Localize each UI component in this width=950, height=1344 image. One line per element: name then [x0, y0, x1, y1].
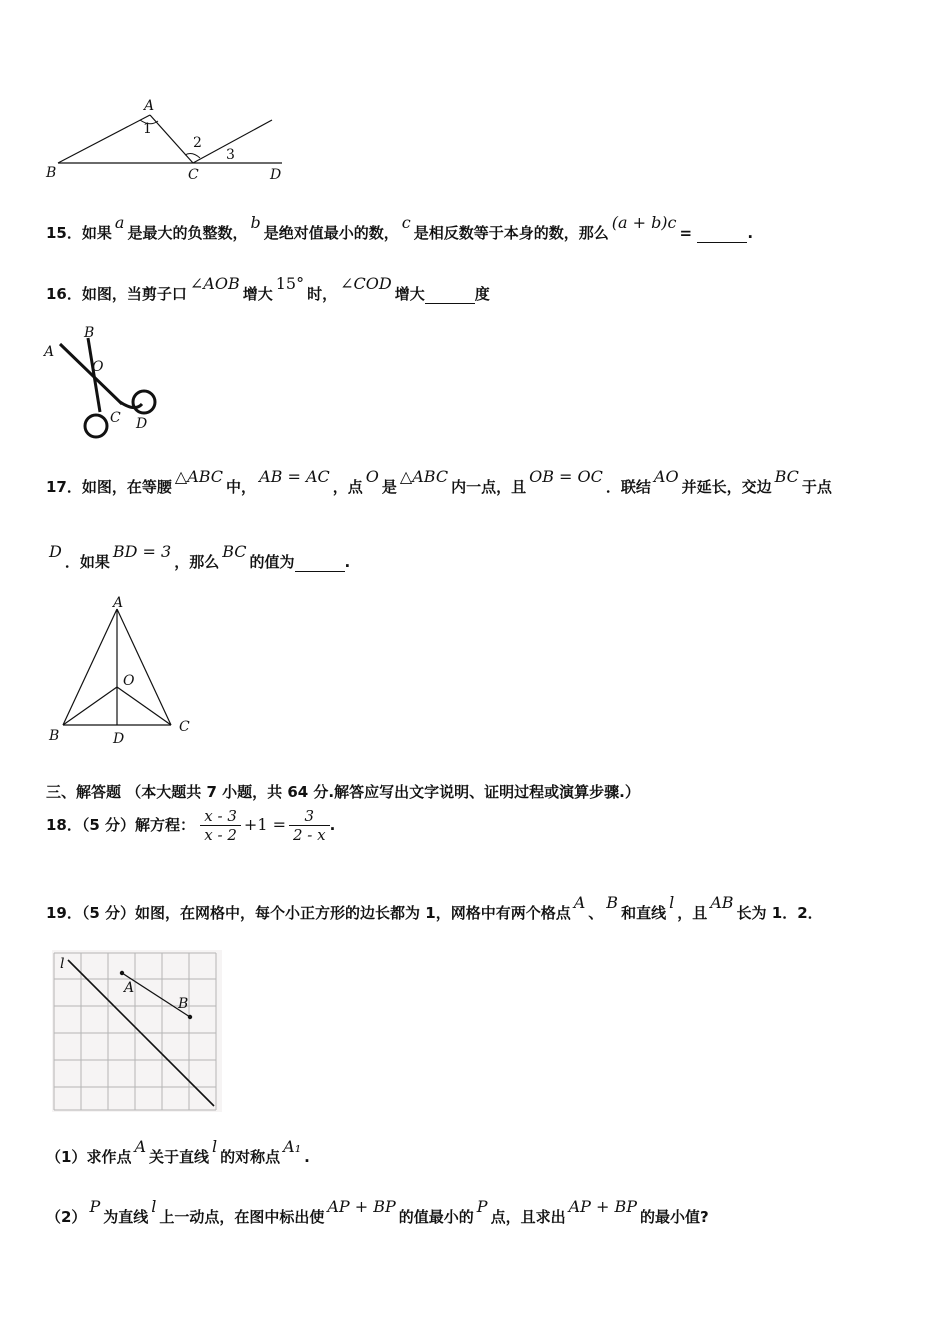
- label-D: D: [136, 416, 148, 432]
- question-17-line-1: 17．如图，在等腰△ABC中，AB = AC，点O是△ABC内一点，且OB = OC．联结AO并延长，交边BC于点: [46, 467, 832, 496]
- figure-isosceles-triangle: [45, 595, 205, 750]
- figure-grid: [52, 950, 224, 1115]
- label-l: l: [60, 956, 65, 972]
- label-B: B: [49, 728, 60, 744]
- label-B: B: [178, 996, 189, 1012]
- answer-blank[interactable]: [425, 289, 475, 304]
- section-3-title: 三、解答题 （本大题共 7 小题，共 64 分.解答应写出文字说明、证明过程或演算步骤.）: [46, 783, 640, 801]
- label-A: A: [124, 980, 135, 996]
- label-D: D: [270, 167, 282, 183]
- question-16: 16．如图，当剪子口∠AOB增大15°时，∠COD增大 度: [46, 274, 490, 303]
- label-A: A: [44, 344, 55, 360]
- question-18: 18．（5 分）解方程： $\frac{x - 3}{x - 2}$ +1 = $\frac{3}{2 - x}$ .: [46, 807, 336, 844]
- label-O: O: [92, 359, 104, 375]
- question-17-line-2: D．如果BD = 3，那么BC的值为 .: [49, 542, 351, 571]
- label-1: 1: [143, 121, 152, 137]
- fraction-2: $\frac{3}{2 - x}$: [289, 807, 330, 844]
- label-C: C: [179, 719, 190, 735]
- label-C: C: [110, 410, 121, 426]
- label-C: C: [188, 167, 199, 183]
- label-D: D: [113, 731, 125, 747]
- answer-blank[interactable]: [697, 228, 747, 243]
- fraction-1: $\frac{x - 3}{x - 2}$: [200, 807, 241, 844]
- label-A: A: [113, 595, 124, 611]
- figure-scissors: [40, 322, 170, 447]
- label-B: B: [46, 165, 57, 181]
- label-3: 3: [226, 147, 235, 163]
- label-A: A: [144, 98, 155, 114]
- question-19: 19．（5 分）如图，在网格中，每个小正方形的边长都为 1，网格中有两个格点A、B和直线l，且AB长为 1．2．: [46, 893, 823, 922]
- label-2: 2: [193, 135, 202, 151]
- question-15: 15．如果a是最大的负整数，b是绝对值最小的数，c是相反数等于本身的数，那么(a + b)c= .: [46, 213, 754, 242]
- label-O: O: [123, 673, 135, 689]
- answer-blank[interactable]: [295, 557, 345, 572]
- figure-angle-bcd: [40, 95, 300, 190]
- question-19-part-2: （2）P为直线l上一动点，在图中标出使AP + BP的值最小的P点，且求出AP + BP的最小值?: [46, 1197, 709, 1226]
- question-19-part-1: （1）求作点A关于直线l的对称点A₁.: [46, 1137, 310, 1166]
- label-B: B: [84, 325, 95, 341]
